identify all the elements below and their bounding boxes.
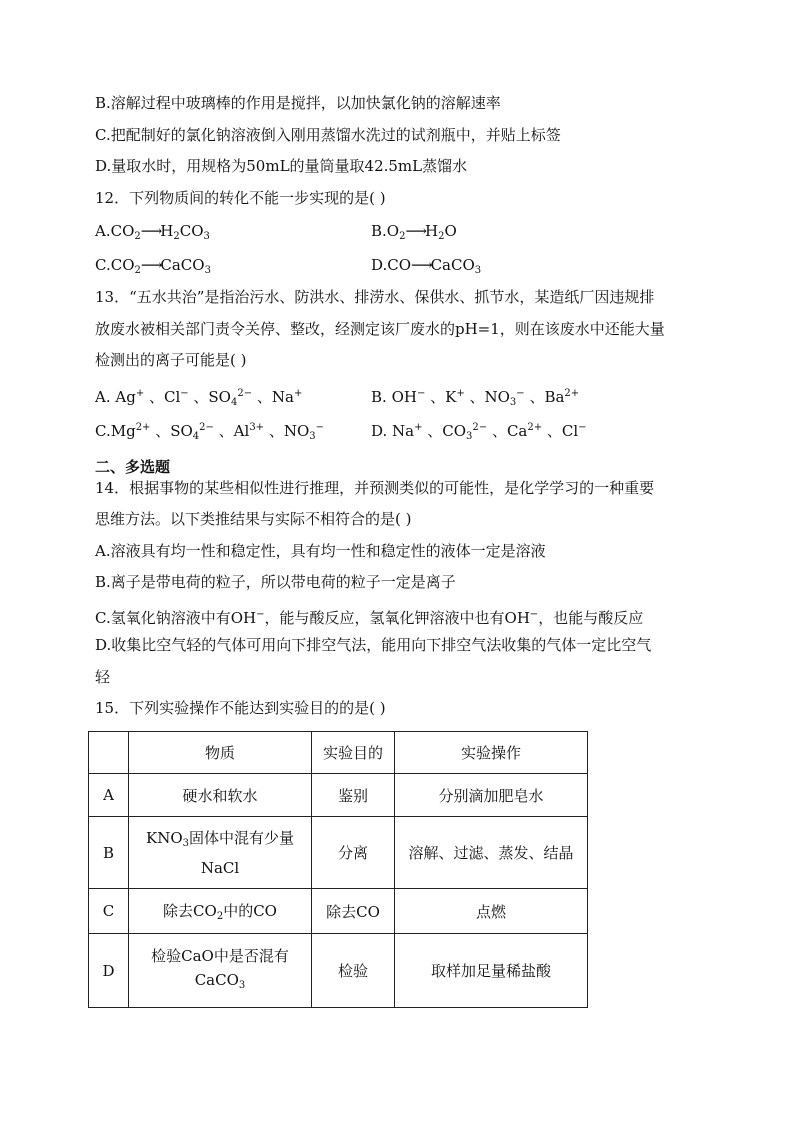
table-header-cell xyxy=(89,732,129,774)
table-cell: D xyxy=(89,934,129,1008)
q11-option-b: B.溶解过程中玻璃棒的作用是搅拌，以加快氯化钠的溶解速率 xyxy=(95,94,501,112)
q14-option-a: A.溶液具有均一性和稳定性，具有均一性和稳定性的液体一定是溶液 xyxy=(95,541,546,560)
q12-stem: 12．下列物质间的转化不能一步实现的是( ) xyxy=(95,188,386,207)
table-cell: 溶解、过滤、蒸发、结晶 xyxy=(395,817,588,889)
q12-option-a: $A.CO_2⟶H_2CO_3$ xyxy=(95,222,210,242)
table-cell: 检验CaO中是否混有 CaCO$_3$ xyxy=(129,934,312,1008)
table-row xyxy=(89,817,588,889)
table-row xyxy=(89,889,588,934)
table-cell: $KNO_3$固体中混有少量 NaCl xyxy=(129,817,312,889)
q14-option-d-line2: 轻 xyxy=(95,667,111,686)
arrow-icon: ⟶ xyxy=(140,222,161,240)
table-row xyxy=(89,774,588,817)
q13-stem-line3: 检测出的离子可能是( ) xyxy=(95,351,247,369)
q12-option-c: $C.CO_2⟶CaCO_3$ xyxy=(95,256,211,276)
q13-option-b: B. OH− 、K+ 、$NO_3^-$ 、$Ba^{2+}$ xyxy=(371,387,580,408)
table-cell: 取样加足量稀盐酸 xyxy=(395,934,588,1008)
q15-table xyxy=(88,731,588,1008)
q13-stem-line1: 13．“五水共治”是指治污水、防洪水、排涝水、保供水、抓节水，某造纸厂因违规排 xyxy=(95,288,655,306)
table-cell: 除去$CO_2$中的CO xyxy=(129,889,312,934)
q13-option-c: $C.Mg^{2+}$ 、$SO_4^{2-}$ 、$Al^{3+}$ 、$NO_3^-$ xyxy=(95,421,325,442)
arrow-icon: ⟶ xyxy=(411,256,431,274)
q11-option-d: D.量取水时，用规格为50mL的量筒量取42.5mL蒸馏水 xyxy=(95,157,468,175)
table-cell: A xyxy=(89,774,129,817)
q13-option-d: D. Na+ 、$CO_3^{2-}$ 、$Ca^{2+}$ 、Cl− xyxy=(371,421,587,442)
q11-option-c: C.把配制好的氯化钠溶液倒入刚用蒸馏水洗过的试剂瓶中，并贴上标签 xyxy=(95,125,561,144)
table-cell: 分别滴加肥皂水 xyxy=(395,774,588,817)
table-cell: 鉴别 xyxy=(312,774,395,817)
table-cell: 分离 xyxy=(312,817,395,889)
table-cell: C xyxy=(89,889,129,934)
section-heading: 二、多选题 xyxy=(95,457,171,476)
table-header-cell: 物质 xyxy=(129,732,312,774)
q12-options-row1 xyxy=(95,214,705,248)
table-header-cell: 实验操作 xyxy=(395,732,588,774)
table-header-row xyxy=(89,732,588,774)
table-cell: 点燃 xyxy=(395,889,588,934)
table-row xyxy=(89,934,588,1008)
q14-option-d-line1: D.收集比空气轻的气体可用向下排空气法，能用向下排空气法收集的气体一定比空气 xyxy=(95,636,652,654)
q14-stem-line2: 思维方法。以下类推结果与实际不相符合的是( ) xyxy=(95,510,412,528)
table-cell: B xyxy=(89,817,129,889)
q14-stem-line1: 14．根据事物的某些相似性进行推理，并预测类似的可能性，是化学学习的一种重要 xyxy=(95,478,655,497)
q13-options-row1 xyxy=(95,377,705,411)
q12-option-b: $B.O_2⟶H_2O$ xyxy=(371,222,457,242)
q15-stem: 15．下列实验操作不能达到实验目的的是( ) xyxy=(95,699,386,717)
arrow-icon: ⟶ xyxy=(405,222,425,240)
table-header-cell: 实验目的 xyxy=(312,732,395,774)
q14-option-c: C.氢氧化钠溶液中有OH−，能与酸反应，氢氧化钾溶液中也有OH−，也能与酸反应 xyxy=(95,608,644,627)
q13-option-a: A. Ag+ 、Cl− 、$SO_4^{2-}$ 、Na+ xyxy=(95,387,303,408)
arrow-icon: ⟶ xyxy=(140,256,161,274)
document-page xyxy=(95,88,705,725)
q12-option-d: D.CO⟶CaCO$_3$ xyxy=(371,256,482,276)
table-cell: 硬水和软水 xyxy=(129,774,312,817)
table-cell: 除去CO xyxy=(312,889,395,934)
q13-stem-line2: 放废水被相关部门责令关停、整改，经测定该厂废水的pH=1，则在该废水中还能大量 xyxy=(95,319,665,338)
q13-options-row2 xyxy=(95,411,705,445)
table-cell: 检验 xyxy=(312,934,395,1008)
q14-option-b: B.离子是带电荷的粒子，所以带电荷的粒子一定是离子 xyxy=(95,573,456,591)
q12-options-row2 xyxy=(95,248,705,282)
